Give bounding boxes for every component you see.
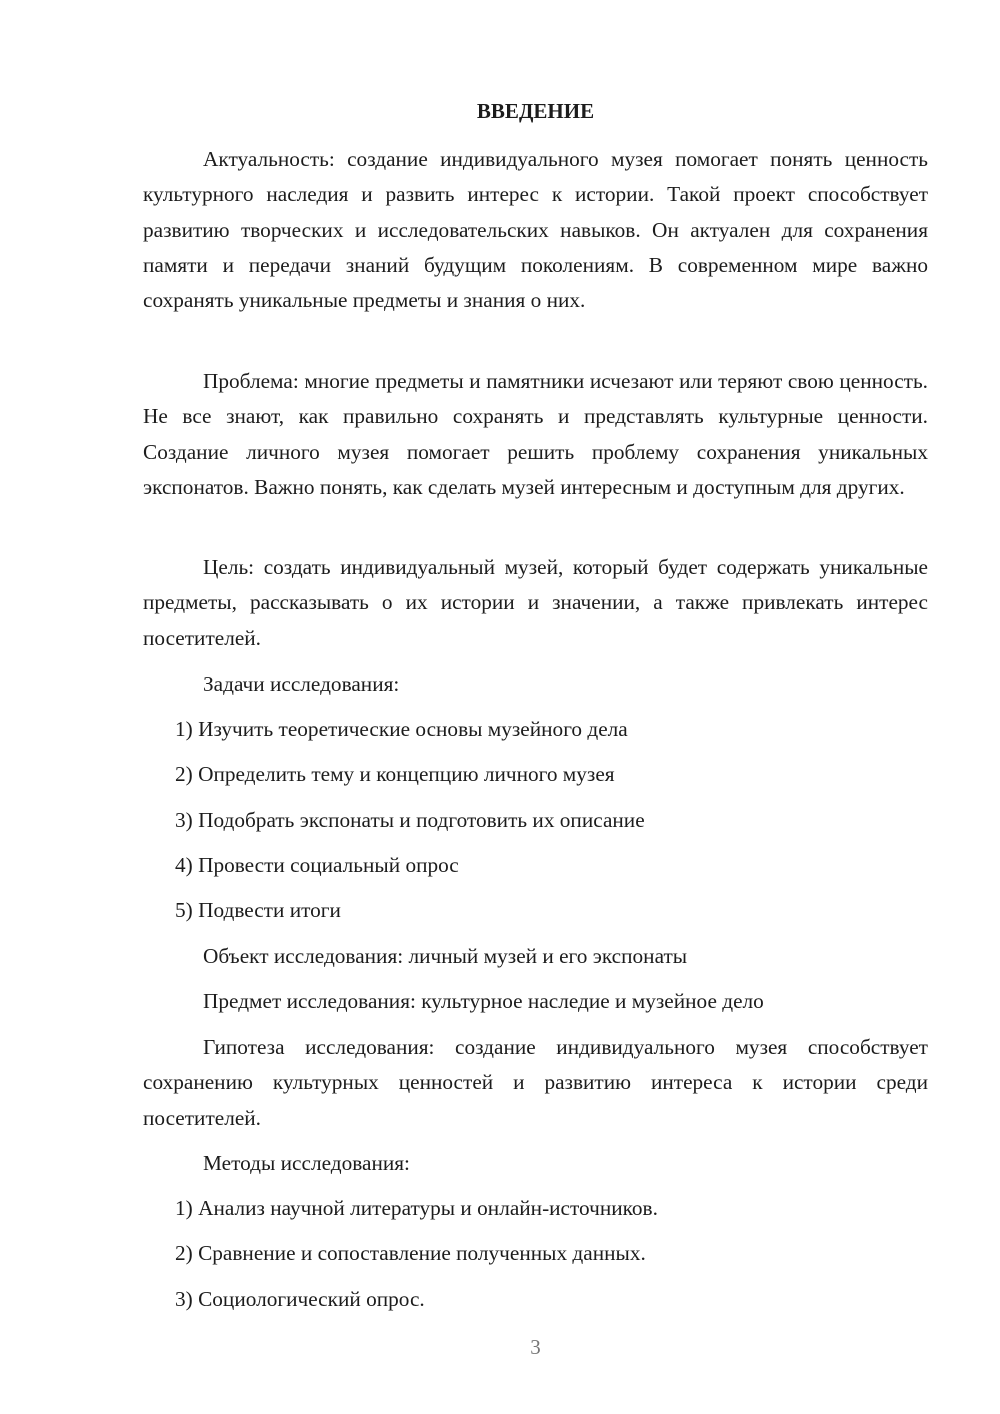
method-item: 3) Социологический опрос. xyxy=(175,1287,425,1311)
page-title: ВВЕДЕНИЕ xyxy=(476,99,595,123)
object-line: Объект исследования: личный музей и его экспонаты xyxy=(203,944,688,968)
task-item: 2) Определить тему и концепцию личного музея xyxy=(175,762,615,786)
task-item: 1) Изучить теоретические основы музейного дела xyxy=(175,717,628,741)
method-item: 1) Анализ научной литературы и онлайн-источников. xyxy=(175,1196,658,1220)
task-item: 4) Провести социальный опрос xyxy=(175,853,459,877)
method-item: 2) Сравнение и сопоставление полученных данных. xyxy=(175,1241,646,1265)
tasks-heading: Задачи исследования: xyxy=(203,672,400,696)
relevance-paragraph: Актуальность: создание индивидуального музея помогает понять ценность культурного наследия и развить интерес к истории. Такой проект способствует развитию творческих и исследовательских навыков. Он актуален для сохранения памяти и передачи знаний будущим поколениям. В современном мире важно сохранять уникальные предметы и знания о них. xyxy=(143,147,928,313)
subject-line: Предмет исследования: культурное наследие и музейное дело xyxy=(203,989,764,1013)
hypothesis-paragraph: Гипотеза исследования: создание индивидуального музея способствует сохранению культурных ценностей и развитию интереса к истории среди посетителей. xyxy=(143,1035,928,1130)
methods-heading: Методы исследования: xyxy=(203,1151,410,1175)
problem-paragraph: Проблема: многие предметы и памятники исчезают или теряют свою ценность. Не все знают, как правильно сохранять и представлять культурные ценности. Создание личного музея помогает решить проблему сохранения уникальных экспонатов. Важно понять, как сделать музей интересным и доступным для других. xyxy=(143,369,928,499)
goal-paragraph: Цель: создать индивидуальный музей, который будет содержать уникальные предметы, рассказывать о их истории и значении, а также привлекать интерес посетителей. xyxy=(143,555,928,650)
task-item: 3) Подобрать экспонаты и подготовить их описание xyxy=(175,808,645,832)
task-item: 5) Подвести итоги xyxy=(175,898,341,922)
page-number: 3 xyxy=(530,1335,541,1359)
